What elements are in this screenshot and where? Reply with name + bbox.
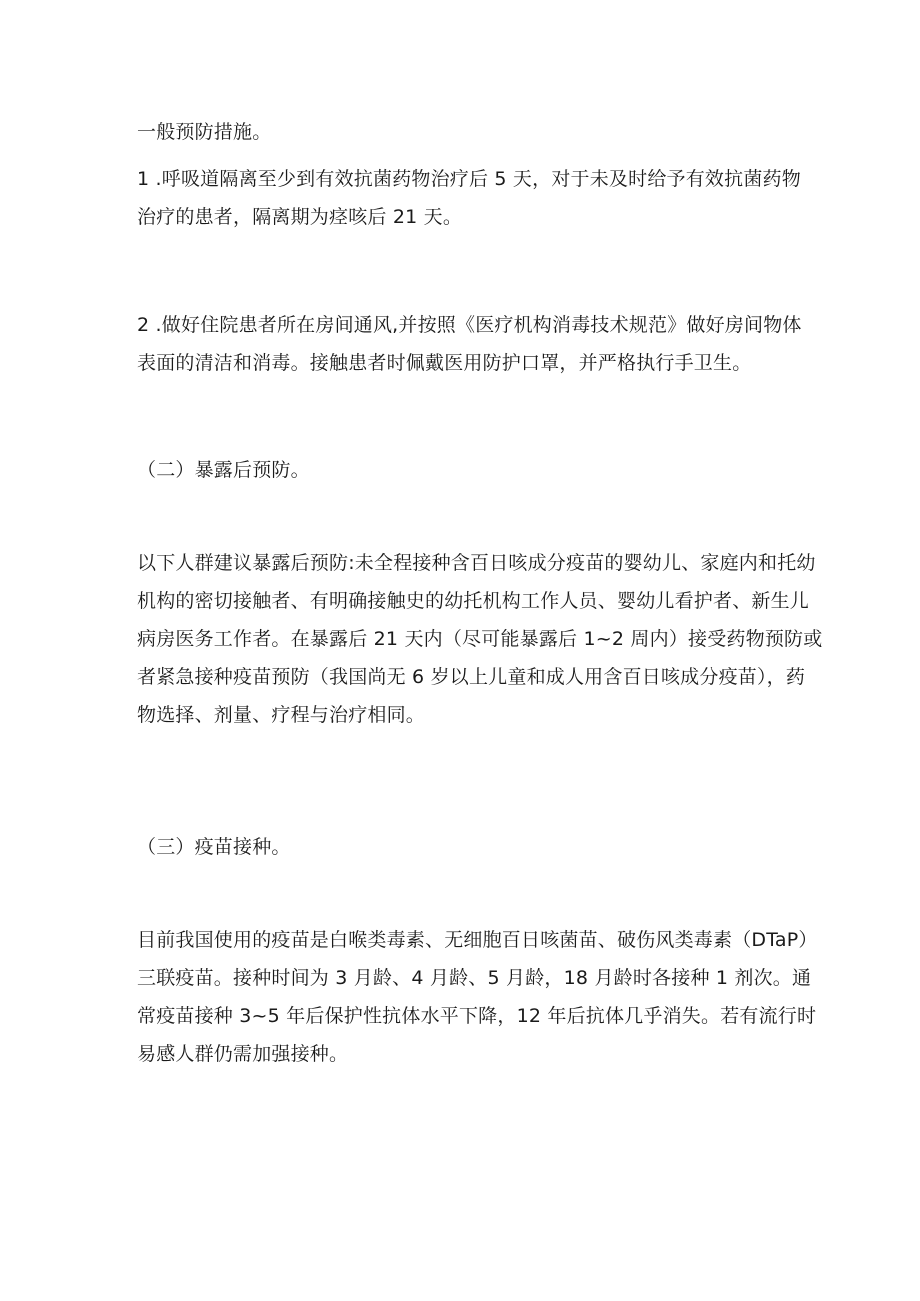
- paragraph-line: 2 .做好住院患者所在房间通风,并按照《医疗机构消毒技术规范》做好房间物体: [137, 314, 802, 336]
- vaccination-paragraph: [137, 921, 818, 1073]
- post-exposure-paragraph: [137, 544, 823, 734]
- paragraph-line: 治疗的患者，隔离期为痉咳后 21 天。: [137, 206, 463, 228]
- paragraph-line: 表面的清洁和消毒。接触患者时佩戴医用防护口罩，并严格执行手卫生。: [137, 352, 752, 374]
- paragraph-line: 1 .呼吸道隔离至少到有效抗菌药物治疗后 5 天，对于未及时给予有效抗菌药物: [137, 168, 801, 190]
- paragraph-line: 易感人群仍需加强接种。: [137, 1043, 349, 1065]
- paragraph-line: 常疫苗接种 3~5 年后保护性抗体水平下降，12 年后抗体几乎消失。若有流行时: [137, 1005, 817, 1027]
- paragraph-line: 病房医务工作者。在暴露后 21 天内（尽可能暴露后 1~2 周内）接受药物预防或: [137, 628, 823, 650]
- section-heading-text: （二）暴露后预防。: [137, 459, 310, 481]
- paragraph-line: 以下人群建议暴露后预防:未全程接种含百日咳成分疫苗的婴幼儿、家庭内和托幼: [137, 552, 816, 574]
- section-heading-vaccination: [137, 828, 797, 866]
- measure-item-1: [137, 160, 801, 236]
- paragraph-line: 者紧急接种疫苗预防（我国尚无 6 岁以上儿童和成人用含百日咳成分疫苗），药: [137, 666, 806, 688]
- paragraph-line: 目前我国使用的疫苗是白喉类毒素、无细胞百日咳菌苗、破伤风类毒素（DTaP）: [137, 929, 818, 951]
- section-heading-text: （三）疫苗接种。: [137, 836, 291, 858]
- general-measures-heading: [137, 113, 797, 151]
- paragraph-line: 物选择、剂量、疗程与治疗相同。: [137, 704, 426, 726]
- heading-text: 一般预防措施。: [137, 121, 272, 143]
- section-heading-post-exposure: [137, 451, 797, 489]
- measure-item-2: [137, 306, 802, 382]
- paragraph-line: 三联疫苗。接种时间为 3 月龄、4 月龄、5 月龄，18 月龄时各接种 1 剂次。通: [137, 967, 812, 989]
- paragraph-line: 机构的密切接触者、有明确接触史的幼托机构工作人员、婴幼儿看护者、新生儿: [137, 590, 810, 612]
